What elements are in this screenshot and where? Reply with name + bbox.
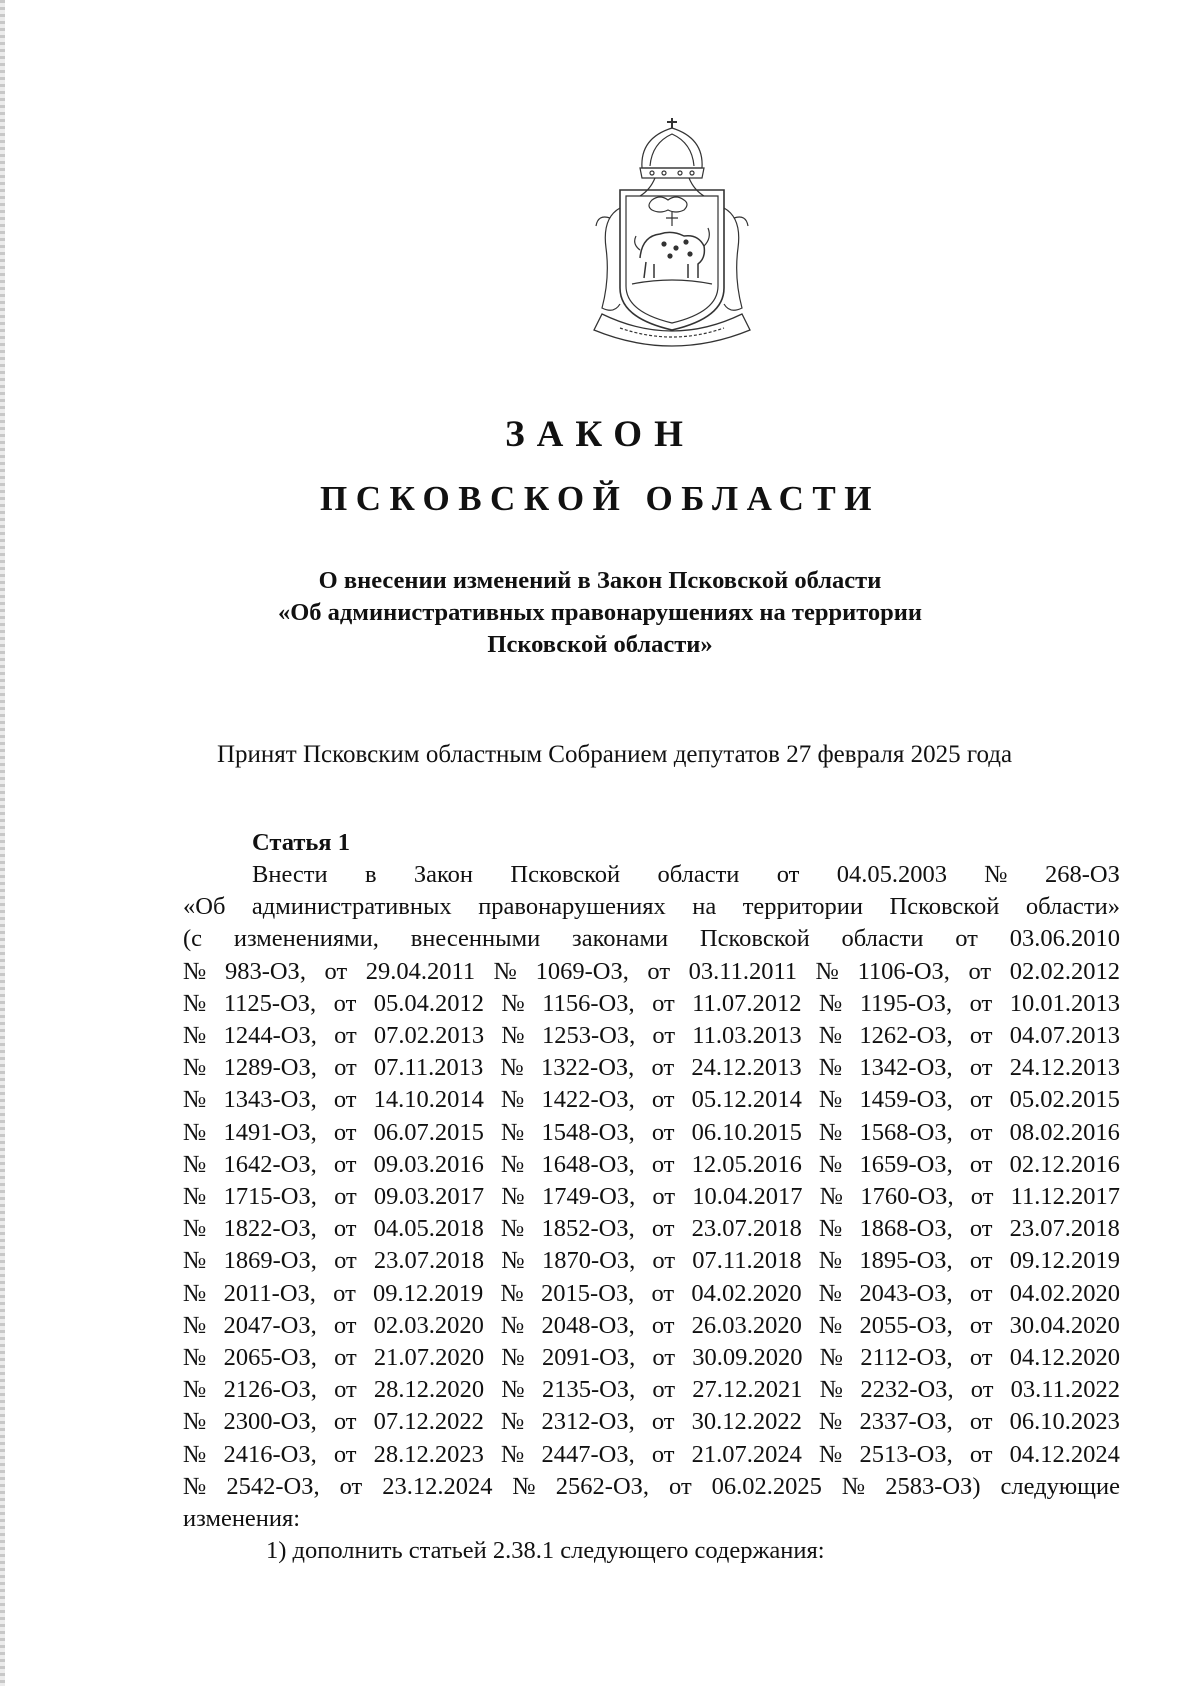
word: 23.07.2018 bbox=[1009, 1215, 1120, 1243]
word: 2312-ОЗ, bbox=[541, 1408, 635, 1436]
word: № bbox=[183, 1054, 207, 1082]
word: от bbox=[333, 1279, 356, 1307]
word: 1262-ОЗ, bbox=[859, 1022, 953, 1050]
word: № bbox=[818, 1054, 843, 1082]
word: от bbox=[651, 1279, 675, 1307]
word: 2447-ОЗ, bbox=[541, 1440, 635, 1468]
word: 02.12.2016 bbox=[1009, 1150, 1120, 1178]
word: на bbox=[692, 893, 717, 921]
word: 2048-ОЗ, bbox=[541, 1311, 635, 1339]
word: 06.10.2015 bbox=[691, 1118, 802, 1146]
word: от bbox=[652, 1344, 676, 1372]
word: № bbox=[500, 1150, 525, 1178]
word: от bbox=[651, 1150, 675, 1178]
word: от bbox=[968, 957, 992, 985]
word: 03.06.2010 bbox=[1009, 925, 1120, 953]
word: 23.07.2018 bbox=[691, 1215, 802, 1243]
word: 11.07.2012 bbox=[692, 989, 802, 1017]
word: 1125-ОЗ, bbox=[223, 989, 317, 1017]
word: 1343-ОЗ, bbox=[223, 1086, 317, 1114]
paragraph-first-line bbox=[183, 859, 1120, 891]
word: № bbox=[183, 1376, 207, 1404]
paragraph-line bbox=[183, 1342, 1120, 1374]
word: 26.03.2020 bbox=[691, 1311, 802, 1339]
word: 1422-ОЗ, bbox=[541, 1086, 635, 1114]
word: 24.12.2013 bbox=[1009, 1054, 1120, 1082]
word: от bbox=[969, 1215, 993, 1243]
word: № bbox=[818, 1279, 843, 1307]
word: области» bbox=[1025, 893, 1120, 921]
paragraph-line bbox=[183, 891, 1120, 923]
word: 28.12.2020 bbox=[373, 1376, 485, 1404]
word: 1715-ОЗ, bbox=[223, 1183, 317, 1211]
word: в bbox=[364, 861, 377, 888]
word: 02.02.2012 bbox=[1009, 957, 1120, 985]
word: 09.12.2019 bbox=[1009, 1247, 1120, 1275]
word: 983-ОЗ, bbox=[224, 957, 306, 985]
word: 04.05.2018 bbox=[373, 1215, 484, 1243]
word: 1342-ОЗ, bbox=[859, 1054, 953, 1082]
word: 1106-ОЗ, bbox=[857, 957, 950, 985]
word: 1459-ОЗ, bbox=[859, 1086, 953, 1114]
word: № bbox=[500, 1215, 525, 1243]
word: от bbox=[969, 1311, 993, 1339]
word: 09.12.2019 bbox=[372, 1279, 484, 1307]
word: № bbox=[500, 1086, 525, 1114]
article-title: Статья 1 bbox=[252, 829, 350, 856]
word: от bbox=[333, 1086, 357, 1114]
paragraph-line bbox=[183, 1020, 1120, 1052]
word: 1548-ОЗ, bbox=[541, 1118, 635, 1146]
word: от bbox=[651, 1086, 675, 1114]
word: следующие bbox=[1000, 1472, 1120, 1500]
word: от bbox=[651, 1215, 675, 1243]
word: от bbox=[969, 1279, 993, 1307]
word: 1870-ОЗ, bbox=[541, 1247, 636, 1275]
word: 2126-ОЗ, bbox=[223, 1376, 317, 1404]
word: № bbox=[500, 1408, 525, 1436]
word: № bbox=[819, 1183, 844, 1211]
article-paragraph bbox=[183, 859, 1120, 1567]
word: № bbox=[501, 1247, 525, 1275]
word: 2513-ОЗ, bbox=[859, 1440, 953, 1468]
word: от bbox=[969, 1022, 993, 1050]
paragraph-line bbox=[183, 1117, 1120, 1149]
word: от bbox=[969, 1118, 993, 1146]
word: № bbox=[818, 1118, 843, 1146]
word: от bbox=[334, 1344, 357, 1372]
word: 2011-ОЗ, bbox=[223, 1279, 316, 1307]
word: 2047-ОЗ, bbox=[223, 1311, 317, 1339]
word: № bbox=[818, 1022, 843, 1050]
word: 09.03.2016 bbox=[373, 1150, 484, 1178]
word: от bbox=[652, 989, 675, 1017]
word: от bbox=[651, 1054, 675, 1082]
word: № bbox=[183, 1118, 207, 1146]
word: 04.07.2013 bbox=[1009, 1022, 1120, 1050]
word: от bbox=[652, 1247, 676, 1275]
word: изменениями, bbox=[233, 925, 379, 953]
word: 08.02.2016 bbox=[1009, 1118, 1120, 1146]
word: территории bbox=[742, 893, 864, 921]
word: 28.12.2023 bbox=[373, 1440, 484, 1468]
word: 21.07.2024 bbox=[691, 1440, 802, 1468]
word: № bbox=[818, 1150, 843, 1178]
word: правонарушениях bbox=[478, 893, 666, 921]
word: № bbox=[501, 1344, 525, 1372]
paragraph-line bbox=[183, 1406, 1120, 1438]
word: 2562-ОЗ, bbox=[555, 1472, 650, 1500]
word: от bbox=[970, 1183, 994, 1211]
heading-line: «Об административных правонарушениях на территории bbox=[277, 599, 923, 626]
word: 06.07.2015 bbox=[373, 1118, 484, 1146]
word: 04.05.2003 bbox=[836, 861, 947, 888]
word: № bbox=[183, 1472, 207, 1500]
word: 2542-ОЗ, bbox=[226, 1472, 320, 1500]
word: 24.12.2013 bbox=[691, 1054, 802, 1082]
paragraph-line bbox=[183, 1439, 1120, 1471]
word: 1760-ОЗ, bbox=[860, 1183, 954, 1211]
word: 2091-ОЗ, bbox=[541, 1344, 636, 1372]
word: № bbox=[818, 1408, 843, 1436]
word: № bbox=[500, 1279, 524, 1307]
word: от bbox=[334, 1247, 357, 1275]
word: 1822-ОЗ, bbox=[223, 1215, 317, 1243]
word: № bbox=[183, 1150, 207, 1178]
word: 2300-ОЗ, bbox=[223, 1408, 317, 1436]
document-title: ЗАКОН bbox=[505, 414, 695, 455]
word: 2232-ОЗ, bbox=[860, 1376, 954, 1404]
word: 11.12.2017 bbox=[1010, 1183, 1120, 1211]
paragraph-line bbox=[183, 923, 1120, 955]
scanned-page-edge bbox=[0, 0, 5, 1686]
word: 11.03.2013 bbox=[692, 1022, 802, 1050]
word: 29.04.2011 bbox=[365, 957, 476, 985]
word: от bbox=[333, 1150, 357, 1178]
word: 1253-ОЗ, bbox=[541, 1022, 636, 1050]
paragraph-line bbox=[183, 1471, 1120, 1503]
word: от bbox=[969, 1086, 993, 1114]
amendment-item-1: 1) дополнить статьей 2.38.1 следующего содержания: bbox=[266, 1537, 825, 1565]
word: от bbox=[651, 1311, 675, 1339]
word: от bbox=[334, 1183, 357, 1211]
word: 07.02.2013 bbox=[373, 1022, 485, 1050]
word: 07.12.2022 bbox=[373, 1408, 484, 1436]
word: № bbox=[183, 1408, 207, 1436]
word: 2135-ОЗ, bbox=[541, 1376, 636, 1404]
word: 23.07.2018 bbox=[373, 1247, 485, 1275]
word: № bbox=[183, 1440, 207, 1468]
word: № bbox=[500, 1054, 524, 1082]
word: № bbox=[183, 957, 207, 985]
paragraph-line bbox=[183, 956, 1120, 988]
word: 1069-ОЗ, bbox=[535, 957, 629, 985]
word: 02.03.2020 bbox=[373, 1311, 484, 1339]
paragraph-line bbox=[183, 1213, 1120, 1245]
word: 1852-ОЗ, bbox=[541, 1215, 635, 1243]
word: 1868-ОЗ, bbox=[859, 1215, 953, 1243]
word: 04.12.2024 bbox=[1009, 1440, 1120, 1468]
word: законами bbox=[572, 925, 669, 953]
word: 2337-ОЗ, bbox=[859, 1408, 953, 1436]
word: 07.11.2018 bbox=[692, 1247, 802, 1275]
word: № bbox=[500, 1311, 525, 1339]
word: № bbox=[183, 1183, 207, 1211]
word: от bbox=[969, 1344, 993, 1372]
word: области bbox=[657, 861, 740, 888]
word: 268-ОЗ bbox=[1045, 861, 1120, 888]
word: 09.03.2017 bbox=[373, 1183, 485, 1211]
word: от bbox=[651, 1408, 675, 1436]
word: 1648-ОЗ, bbox=[541, 1150, 635, 1178]
word: от bbox=[669, 1472, 692, 1500]
paragraph-last-line: изменения: bbox=[183, 1505, 301, 1533]
word: 1659-ОЗ, bbox=[859, 1150, 953, 1178]
word: № bbox=[501, 1022, 525, 1050]
word: 06.10.2023 bbox=[1009, 1408, 1120, 1436]
word: № bbox=[512, 1472, 536, 1500]
word: 2043-ОЗ, bbox=[859, 1279, 953, 1307]
word: 2416-ОЗ, bbox=[223, 1440, 317, 1468]
word: от bbox=[334, 1022, 357, 1050]
paragraph-line bbox=[183, 988, 1120, 1020]
word: № bbox=[183, 1022, 207, 1050]
word: № bbox=[183, 1344, 207, 1372]
coat-of-arms-icon bbox=[580, 118, 765, 353]
word: 1156-ОЗ, bbox=[542, 989, 635, 1017]
word: № bbox=[841, 1472, 866, 1500]
word: № bbox=[819, 1344, 844, 1372]
word: № bbox=[183, 1279, 207, 1307]
heading-line: О внесении изменений в Закон Псковской области bbox=[318, 567, 882, 594]
word: от bbox=[776, 861, 800, 888]
word: 1195-ОЗ, bbox=[859, 989, 953, 1017]
word: 1749-ОЗ, bbox=[541, 1183, 636, 1211]
word: от bbox=[333, 1311, 357, 1339]
word: 1895-ОЗ, bbox=[859, 1247, 953, 1275]
word: 14.10.2014 bbox=[373, 1086, 484, 1114]
word: от bbox=[969, 1054, 993, 1082]
word: № bbox=[815, 957, 840, 985]
paragraph-line bbox=[183, 1278, 1120, 1310]
word: от bbox=[333, 1215, 357, 1243]
word: № bbox=[501, 1183, 525, 1211]
word: (с bbox=[183, 925, 203, 953]
word: № bbox=[819, 1376, 844, 1404]
word: от bbox=[333, 989, 357, 1017]
word: № bbox=[500, 1440, 525, 1468]
word: 2112-ОЗ, bbox=[860, 1344, 953, 1372]
word: от bbox=[969, 1247, 993, 1275]
word: 1869-ОЗ, bbox=[223, 1247, 317, 1275]
word: 12.05.2016 bbox=[691, 1150, 802, 1178]
word: 21.07.2020 bbox=[373, 1344, 485, 1372]
paragraph-line bbox=[183, 1374, 1120, 1406]
word: от bbox=[651, 1440, 675, 1468]
word: 03.11.2011 bbox=[688, 957, 798, 985]
word: от bbox=[652, 1183, 676, 1211]
word: от bbox=[970, 1376, 994, 1404]
word: административных bbox=[251, 893, 452, 921]
word: 2055-ОЗ, bbox=[859, 1311, 953, 1339]
word: от bbox=[969, 989, 993, 1017]
word: 1568-ОЗ, bbox=[859, 1118, 953, 1146]
word: от bbox=[333, 1118, 357, 1146]
document-heading bbox=[0, 565, 1200, 661]
word: 04.12.2020 bbox=[1009, 1344, 1120, 1372]
adoption-statement: Принят Псковским областным Собранием депутатов 27 февраля 2025 года bbox=[217, 741, 1013, 768]
word: от bbox=[969, 1408, 993, 1436]
word: 1322-ОЗ, bbox=[541, 1054, 635, 1082]
word: Псковской bbox=[510, 861, 621, 888]
word: 2065-ОЗ, bbox=[223, 1344, 317, 1372]
word: № bbox=[183, 1215, 207, 1243]
heading-line: Псковской области» bbox=[487, 631, 713, 658]
word: № bbox=[818, 1311, 843, 1339]
word: Внести bbox=[252, 861, 328, 888]
word: 10.01.2013 bbox=[1009, 989, 1120, 1017]
word: 05.12.2014 bbox=[691, 1086, 802, 1114]
word: № bbox=[501, 989, 525, 1017]
word: № bbox=[183, 1247, 207, 1275]
word: Псковской bbox=[699, 925, 810, 953]
word: «Об bbox=[183, 893, 226, 921]
word: Псковской bbox=[889, 893, 1000, 921]
word: от bbox=[651, 1118, 675, 1146]
word: 1642-ОЗ, bbox=[223, 1150, 317, 1178]
word: № bbox=[818, 1247, 843, 1275]
word: 05.04.2012 bbox=[373, 989, 484, 1017]
word: от bbox=[324, 957, 348, 985]
word: № bbox=[183, 1311, 207, 1339]
word: № bbox=[818, 989, 843, 1017]
word: от bbox=[339, 1472, 363, 1500]
paragraph-line bbox=[183, 1245, 1120, 1277]
word: от bbox=[955, 925, 978, 953]
word: 30.09.2020 bbox=[692, 1344, 803, 1372]
word: № bbox=[493, 957, 518, 985]
document-region-title: ПСКОВСКОЙ ОБЛАСТИ bbox=[319, 479, 880, 518]
word: 2583-ОЗ) bbox=[885, 1472, 981, 1500]
word: от bbox=[969, 1150, 993, 1178]
word: от bbox=[647, 957, 671, 985]
word: № bbox=[501, 1376, 525, 1404]
word: № bbox=[818, 1440, 843, 1468]
word: 03.11.2022 bbox=[1010, 1376, 1120, 1404]
paragraph-line bbox=[183, 1084, 1120, 1116]
word: от bbox=[334, 1376, 357, 1404]
word: № bbox=[500, 1118, 525, 1146]
paragraph-lines bbox=[183, 891, 1120, 1503]
word: от bbox=[333, 1440, 357, 1468]
word: № bbox=[183, 989, 207, 1017]
word: 04.02.2020 bbox=[691, 1279, 802, 1307]
word: 27.12.2021 bbox=[692, 1376, 803, 1404]
word: области bbox=[841, 925, 924, 953]
word: № bbox=[183, 1086, 207, 1114]
word: от bbox=[333, 1408, 357, 1436]
paragraph-line bbox=[183, 1310, 1120, 1342]
word: 10.04.2017 bbox=[692, 1183, 803, 1211]
word: 07.11.2013 bbox=[373, 1054, 484, 1082]
word: от bbox=[969, 1440, 993, 1468]
word: 1244-ОЗ, bbox=[223, 1022, 317, 1050]
word: 30.12.2022 bbox=[691, 1408, 802, 1436]
word: 04.02.2020 bbox=[1009, 1279, 1120, 1307]
word: № bbox=[818, 1215, 843, 1243]
word: 1491-ОЗ, bbox=[223, 1118, 317, 1146]
word: внесенными bbox=[410, 925, 541, 953]
word: 23.12.2024 bbox=[382, 1472, 493, 1500]
word: 1289-ОЗ, bbox=[223, 1054, 317, 1082]
word: 30.04.2020 bbox=[1009, 1311, 1120, 1339]
word: № bbox=[984, 861, 1008, 888]
word: от bbox=[652, 1022, 676, 1050]
word: от bbox=[334, 1054, 357, 1082]
word: Закон bbox=[413, 861, 474, 888]
word: от bbox=[652, 1376, 676, 1404]
word: № bbox=[818, 1086, 843, 1114]
paragraph-line bbox=[183, 1181, 1120, 1213]
paragraph-line bbox=[183, 1149, 1120, 1181]
paragraph-line bbox=[183, 1052, 1120, 1084]
word: 2015-ОЗ, bbox=[541, 1279, 635, 1307]
word: 06.02.2025 bbox=[711, 1472, 822, 1500]
word: 05.02.2015 bbox=[1009, 1086, 1120, 1114]
